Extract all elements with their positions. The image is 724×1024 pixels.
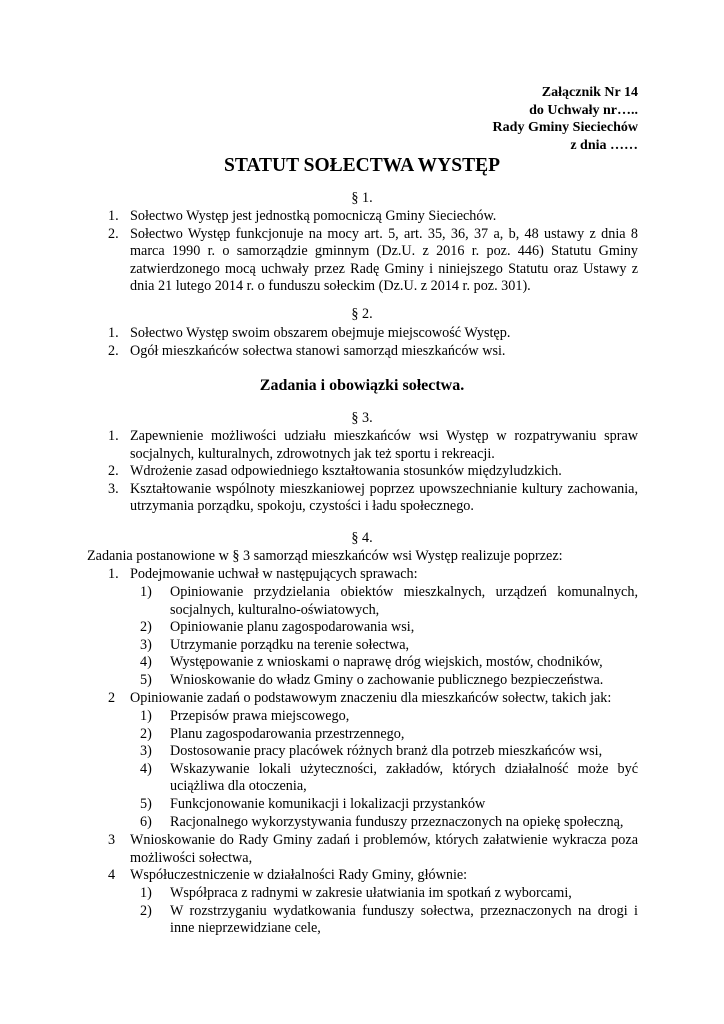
section-4-item-2: [108, 690, 638, 708]
list-item: 2) Planu zagospodarowania przestrzennego,: [140, 725, 405, 742]
list-item-text: Ogół mieszkańców sołectwa stanowi samorząd mieszkańców wsi.: [130, 342, 506, 359]
list-item-text: Przepisów prawa miejscowego,: [170, 708, 350, 724]
section-4-mark: § 4.: [351, 530, 373, 546]
list-item: 3. Kształtowanie wspólnoty mieszkaniowej poprzez upowszechnianie kultury zachowania, utrzymania porządku, spokoju, czystości i ładu społecznego.: [108, 480, 638, 515]
list-item: 1) Współpraca z radnymi w zakresie ułatwiania im spotkań z wyborcami,: [140, 885, 572, 901]
list-item: 6) Racjonalnego wykorzystywania funduszy przeznaczonych na opiekę społeczną,: [140, 813, 624, 830]
section-4-item-1-sublist: [140, 584, 638, 690]
section-1-list: [108, 208, 638, 296]
section-3-mark: § 3.: [351, 410, 373, 426]
section-4-item-3: [108, 832, 638, 867]
list-item: 3 Wnioskowanie do Rady Gminy zadań i problemów, których załatwienie wykracza poza możliwości sołectwa,: [108, 832, 638, 866]
list-item: 1. Podejmowanie uchwał w następujących sprawach:: [108, 566, 418, 582]
list-item-text: Sołectwo Występ swoim obszarem obejmuje miejscowość Występ.: [130, 325, 511, 341]
resolution-date: z dnia ……: [570, 137, 638, 153]
list-item: 2) Opiniowanie planu zagospodarowania wsi,: [140, 619, 415, 636]
list-item: 4) Występowanie z wnioskami o naprawę dróg wiejskich, mostów, chodników,: [140, 654, 603, 671]
section-4-item-4-sublist: [140, 885, 638, 938]
list-item-text: Opiniowanie przydzielania obiektów mieszkalnych, urządzeń komunalnych, socjalnych, kulturalno-oświatowych,: [170, 584, 638, 618]
list-item-text: W rozstrzyganiu wydatkowania funduszy sołectwa, przeznaczonych na drogi i inne nieprzewidziane cele,: [170, 902, 638, 937]
list-item: 3) Dostosowanie pracy placówek różnych branż dla potrzeb mieszkańców wsi,: [140, 743, 603, 760]
list-item-text: Wnioskowanie do Rady Gminy zadań i problemów, których załatwienie wykracza poza możliwości sołectwa,: [130, 832, 638, 866]
list-item: 4) Wskazywanie lokali użyteczności, zakładów, których działalność może być uciążliwa dla otoczenia,: [140, 760, 638, 795]
list-item-text: Sołectwo Występ jest jednostką pomocniczą Gminy Sieciechów.: [130, 208, 497, 224]
list-item: 1) Opiniowanie przydzielania obiektów mieszkalnych, urządzeń komunalnych, socjalnych, kulturalno-oświatowych,: [140, 584, 638, 618]
list-item: 1. Sołectwo Występ jest jednostką pomocniczą Gminy Sieciechów.: [108, 208, 497, 224]
list-item-text: Wskazywanie lokali użyteczności, zakładów, których działalność może być uciążliwa dla otoczenia,: [170, 760, 638, 795]
section-4-item-4: [108, 867, 638, 885]
list-item: 2. Wdrożenie zasad odpowiedniego kształtowania stosunków międzyludzkich.: [108, 463, 562, 480]
section-heading: Zadania i obowiązki sołectwa.: [259, 377, 465, 394]
list-item: 5) Wnioskowanie do władz Gminy o zachowanie publicznego bezpieczeństwa.: [140, 671, 604, 688]
list-item: 1. Sołectwo Występ swoim obszarem obejmuje miejscowość Występ.: [108, 325, 511, 341]
list-item: 2) W rozstrzyganiu wydatkowania funduszy sołectwa, przeznaczonych na drogi i inne nieprzewidziane cele,: [140, 902, 638, 937]
attachment-number: Załącznik Nr 14: [541, 85, 638, 100]
list-item-text: Funkcjonowanie komunikacji i lokalizacji przystanków: [170, 795, 486, 812]
attachment-header: [493, 84, 638, 154]
section-4-intro: Zadania postanowione w § 3 samorząd mieszkańców wsi Występ realizuje poprzez:: [87, 548, 563, 564]
section-4-item-1: [108, 566, 638, 584]
list-item: 2. Ogół mieszkańców sołectwa stanowi samorząd mieszkańców wsi.: [108, 342, 506, 359]
list-item-text: Występowanie z wnioskami o naprawę dróg wiejskich, mostów, chodników,: [170, 654, 603, 671]
list-item-text: Wnioskowanie do władz Gminy o zachowanie publicznego bezpieczeństwa.: [170, 671, 604, 688]
document-title: STATUT SOŁECTWA WYSTĘP: [224, 155, 500, 176]
section-2-mark: § 2.: [351, 306, 373, 322]
list-item-text: Racjonalnego wykorzystywania funduszy przeznaczonych na opiekę społeczną,: [170, 813, 624, 830]
list-item-text: Opiniowanie planu zagospodarowania wsi,: [170, 619, 415, 636]
list-item-text: Współpraca z radnymi w zakresie ułatwiania im spotkań z wyborcami,: [170, 885, 572, 901]
list-item-text: Współuczestniczenie w działalności Rady Gminy, głównie:: [130, 867, 468, 883]
list-item-text: Planu zagospodarowania przestrzennego,: [170, 725, 405, 742]
list-item-text: Kształtowanie wspólnoty mieszkaniowej poprzez upowszechnianie kultury zachowania, utrzymania porządku, spokoju, czystości i ładu społecznego.: [130, 480, 638, 515]
list-item-text: Sołectwo Występ funkcjonuje na mocy art. 5, art. 35, 36, 37 a, b, 48 ustawy z dnia 8 marca 1990 r. o samorządzie gminnym (Dz.U. z 2016 r. poz. 446) Statutu Gminy zatwierdzonego mocą uchwały przez Radę Gminy i niniejszego Statutu oraz Ustawy z dnia 21 lutego 2014 r. o funduszu sołeckim (Dz.U. z 2014 r. poz. 301).: [130, 225, 638, 295]
list-item: 5) Funkcjonowanie komunikacji i lokalizacji przystanków: [140, 795, 486, 812]
list-item-text: Wdrożenie zasad odpowiedniego kształtowania stosunków międzyludzkich.: [130, 463, 562, 480]
list-item-text: Zapewnienie możliwości udziału mieszkańców wsi Występ w rozpatrywaniu spraw socjalnych, kulturalnych, zdrowotnych jak też sportu i rekreacji.: [130, 428, 638, 462]
council-name: Rady Gminy Sieciechów: [492, 120, 638, 135]
list-item-text: Podejmowanie uchwał w następujących sprawach:: [130, 566, 418, 582]
list-item-text: Utrzymanie porządku na terenie sołectwa,: [170, 636, 410, 653]
list-item: 4 Współuczestniczenie w działalności Rady Gminy, głównie:: [108, 867, 468, 883]
resolution-reference: do Uchwały nr…..: [529, 102, 638, 118]
section-4-item-2-sublist: [140, 708, 638, 831]
list-item: 3) Utrzymanie porządku na terenie sołectwa,: [140, 636, 410, 653]
list-item: 2 Opiniowanie zadań o podstawowym znaczeniu dla mieszkańców sołectw, takich jak:: [108, 690, 612, 706]
section-2-list: [108, 325, 638, 360]
list-item: 2. Sołectwo Występ funkcjonuje na mocy art. 5, art. 35, 36, 37 a, b, 48 ustawy z dnia 8 marca 1990 r. o samorządzie gminnym (Dz.U. z 2016 r. poz. 446) Statutu Gminy zatwierdzonego mocą uchwały przez Radę Gminy i niniejszego Statutu oraz Ustawy z dnia 21 lutego 2014 r. o funduszu sołeckim (Dz.U. z 2014 r. poz. 301).: [108, 225, 638, 295]
section-3-list: [108, 428, 638, 516]
list-item-text: Dostosowanie pracy placówek różnych branż dla potrzeb mieszkańców wsi,: [170, 743, 603, 760]
list-item-text: Opiniowanie zadań o podstawowym znaczeniu dla mieszkańców sołectw, takich jak:: [130, 690, 612, 706]
list-item: 1) Przepisów prawa miejscowego,: [140, 708, 350, 724]
list-item: 1. Zapewnienie możliwości udziału mieszkańców wsi Występ w rozpatrywaniu spraw socjalnych, kulturalnych, zdrowotnych jak też sportu i rekreacji.: [108, 428, 638, 462]
section-1-mark: § 1.: [351, 190, 373, 206]
